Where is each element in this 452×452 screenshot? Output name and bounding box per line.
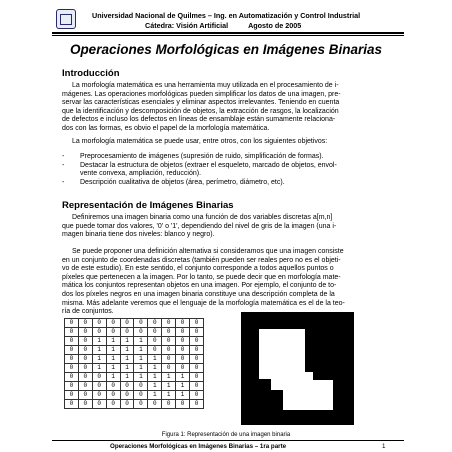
text-line: dos con las formas, es obvio el papel de la morfología matemática.	[62, 124, 270, 132]
table-cell: 0	[65, 319, 79, 328]
table-cell: 0	[162, 319, 176, 328]
table-cell: 0	[106, 391, 120, 400]
table-cell: 0	[134, 328, 148, 337]
header-course-date	[145, 21, 301, 30]
table-cell: 0	[65, 346, 79, 355]
table-row	[65, 373, 204, 382]
text-line: mágenes. Las operaciones morfológicas pueden simplificar los datos de una imagen, pre-	[62, 90, 341, 98]
bullet-dash: -	[62, 161, 65, 169]
table-cell: 1	[106, 337, 120, 346]
table-cell: 0	[78, 400, 92, 409]
table-cell: 0	[162, 400, 176, 409]
table-cell: 0	[148, 337, 162, 346]
table-cell: 0	[176, 364, 190, 373]
table-cell: 1	[148, 364, 162, 373]
table-cell: 0	[148, 319, 162, 328]
table-cell: 1	[120, 337, 134, 346]
table-cell: 0	[65, 364, 79, 373]
table-cell: 1	[134, 346, 148, 355]
table-cell: 1	[120, 373, 134, 382]
table-cell: 0	[78, 337, 92, 346]
table-cell: 1	[92, 346, 106, 355]
table-cell: 0	[78, 364, 92, 373]
list-item-text: Descripción cualitativa de objetos (área, perímetro, diámetro, etc).	[80, 178, 285, 186]
header-rule-thin	[52, 35, 404, 36]
table-cell: 0	[65, 328, 79, 337]
table-cell: 0	[190, 355, 204, 364]
table-cell: 0	[92, 373, 106, 382]
table-cell: 0	[65, 337, 79, 346]
table-cell: 0	[120, 382, 134, 391]
table-cell: 0	[148, 400, 162, 409]
objectives-list	[62, 153, 392, 187]
table-cell: 0	[162, 355, 176, 364]
header-date: Agosto de 2005	[248, 21, 302, 30]
table-cell: 1	[148, 382, 162, 391]
table-cell: 0	[162, 328, 176, 337]
table-cell: 1	[92, 364, 106, 373]
text-line: Se puede proponer una definición alternativa si consideramos que una imagen consiste	[72, 248, 344, 255]
table-cell: 0	[78, 319, 92, 328]
table-row	[65, 328, 204, 337]
table-cell: 1	[134, 337, 148, 346]
table-cell: 0	[148, 346, 162, 355]
header-course: Cátedra: Visión Artificial	[145, 21, 229, 30]
table-cell: 0	[190, 382, 204, 391]
table-cell: 1	[120, 364, 134, 373]
table-row	[65, 337, 204, 346]
list-item-text: Preprocesamiento de imágenes (supresión de ruido, simplificación de formas).	[80, 153, 324, 160]
list-item-text: vente convexa, ampliación, reducción).	[80, 170, 202, 178]
university-logo-icon	[56, 9, 76, 29]
table-cell: 0	[190, 373, 204, 382]
table-cell: 0	[134, 400, 148, 409]
table-cell: 0	[78, 355, 92, 364]
text-line: dos los píxeles negros en una imagen binaria constituye una descripción completa de la	[62, 290, 335, 298]
table-cell: 0	[190, 328, 204, 337]
table-cell: 0	[65, 355, 79, 364]
section-heading-intro: Introducción	[62, 68, 120, 79]
table-cell: 1	[134, 355, 148, 364]
table-cell: 0	[106, 319, 120, 328]
table-cell: 1	[148, 373, 162, 382]
table-cell: 1	[106, 346, 120, 355]
table-cell: 0	[78, 373, 92, 382]
footer-text: Operaciones Morfológicas en Imágenes Binarias – 1ra parte	[110, 443, 287, 450]
table-cell: 0	[65, 373, 79, 382]
table-cell: 0	[106, 400, 120, 409]
table-cell: 1	[106, 364, 120, 373]
table-cell: 0	[120, 400, 134, 409]
table-cell: 0	[92, 400, 106, 409]
text-line: en un conjunto de coordenadas discretas (también pueden ser reales pero no es el objeti-	[62, 256, 341, 264]
table-cell: 0	[65, 382, 79, 391]
bullet-dash: -	[62, 178, 65, 186]
table-cell: 0	[65, 400, 79, 409]
table-cell: 0	[190, 319, 204, 328]
table-cell: 0	[120, 391, 134, 400]
table-cell: 0	[65, 391, 79, 400]
list-item	[62, 179, 392, 188]
text-line: misma. Más adelante veremos que el lenguaje de la morfología matemática es el de la teo-	[62, 299, 345, 307]
table-cell: 1	[106, 355, 120, 364]
table-cell: 0	[92, 319, 106, 328]
representation-paragraph-1	[62, 214, 392, 240]
table-cell: 0	[190, 391, 204, 400]
table-cell: 0	[134, 391, 148, 400]
bullet-dash: -	[62, 153, 65, 160]
text-line: píxeles que pertenecen a la imagen. Por lo tanto, se puede decir que en morfología mate-	[62, 273, 341, 281]
header-rule	[52, 32, 404, 34]
text-line: servar las características esenciales y eliminar aspectos irrelevantes. Teniendo en cuenta	[62, 99, 340, 107]
table-cell: 1	[120, 346, 134, 355]
table-cell: 0	[106, 328, 120, 337]
table-row	[65, 319, 204, 328]
intro-paragraph-1	[62, 82, 392, 134]
table-cell: 0	[78, 391, 92, 400]
table-cell: 0	[134, 319, 148, 328]
footer-rule	[52, 440, 404, 441]
text-line: de defectos e incluso los defectos en líneas de ensamblaje están sumamente relaciona-	[62, 116, 336, 124]
table-cell: 0	[176, 337, 190, 346]
table-cell: 1	[176, 382, 190, 391]
table-cell: 0	[176, 400, 190, 409]
table-cell: 0	[92, 382, 106, 391]
table-cell: 0	[92, 391, 106, 400]
table-cell: 1	[148, 355, 162, 364]
table-cell: 0	[190, 364, 204, 373]
binary-image-figure	[241, 312, 354, 425]
text-line: que puede tomar dos valores, '0' o '1', dependiendo del nivel de gris de la imagen (una i-	[62, 222, 337, 230]
table-cell: 0	[134, 382, 148, 391]
table-cell: 0	[190, 346, 204, 355]
table-cell: 0	[92, 328, 106, 337]
table-row	[65, 364, 204, 373]
table-cell: 0	[176, 355, 190, 364]
table-cell: 0	[78, 328, 92, 337]
table-cell: 0	[176, 319, 190, 328]
table-cell: 1	[134, 373, 148, 382]
table-cell: 0	[162, 346, 176, 355]
table-cell: 0	[190, 400, 204, 409]
text-line: que la identificación y descomposición de objetos, la extracción de rasgos, la localización	[62, 107, 339, 115]
binary-matrix-table	[64, 318, 204, 409]
table-cell: 0	[148, 328, 162, 337]
text-line: La morfología matemática es una herramienta muy utilizada en el procesamiento de i-	[72, 82, 339, 89]
list-item-text: Destacar la estructura de objetos (extraer el esqueleto, marcado de objetos, envol-	[80, 161, 337, 169]
table-cell: 1	[162, 391, 176, 400]
table-row	[65, 391, 204, 400]
table-cell: 0	[106, 382, 120, 391]
table-cell: 0	[78, 382, 92, 391]
table-cell: 0	[120, 328, 134, 337]
table-cell: 0	[176, 328, 190, 337]
page-number: 1	[382, 443, 386, 450]
table-cell: 1	[92, 337, 106, 346]
representation-paragraph-2	[62, 248, 392, 317]
text-line: magen binaria tiene dos niveles: blanco y negro).	[62, 231, 215, 239]
figure-caption: Figura 1: Representación de una imagen binaria	[161, 432, 291, 438]
table-cell: 0	[176, 346, 190, 355]
table-cell: 0	[162, 337, 176, 346]
text-line: ría de conjuntos.	[62, 308, 114, 316]
table-cell: 0	[190, 337, 204, 346]
table-cell: 1	[106, 373, 120, 382]
table-cell: 1	[148, 391, 162, 400]
table-cell: 0	[120, 319, 134, 328]
text-line: mática los conjuntos representan objetos en una imagen. Por ejemplo, el conjunto de to-	[62, 282, 337, 290]
document-title: Operaciones Morfológicas en Imágenes Binarias	[69, 42, 383, 57]
text-line: vo de este estudio). En este sentido, el conjunto corresponde a todos aquellos puntos o	[62, 265, 334, 273]
list-item	[62, 153, 392, 162]
header-institution: Universidad Nacional de Quilmes – Ing. en Automatización y Control Industrial	[92, 11, 361, 20]
table-cell: 1	[162, 373, 176, 382]
text-line: Definiremos una imagen binaria como una función de dos variables discretas a[m,n]	[72, 214, 333, 221]
binary-image-white-region	[283, 380, 333, 410]
table-cell: 0	[78, 346, 92, 355]
list-item	[62, 170, 392, 179]
bullet-dash	[62, 170, 80, 179]
table-row	[65, 382, 204, 391]
table-cell: 1	[120, 355, 134, 364]
table-cell: 0	[162, 364, 176, 373]
section-heading-representation: Representación de Imágenes Binarias	[62, 200, 234, 211]
intro-paragraph-2	[62, 138, 392, 147]
table-row	[65, 355, 204, 364]
list-item	[62, 162, 392, 171]
table-cell: 1	[134, 364, 148, 373]
table-cell: 1	[176, 373, 190, 382]
table-cell: 1	[162, 382, 176, 391]
table-row	[65, 400, 204, 409]
table-cell: 1	[92, 355, 106, 364]
intro-paragraph-2-text: La morfología matemática se puede usar, entre otros, con los siguientes objetivos:	[72, 138, 328, 145]
table-cell: 1	[176, 391, 190, 400]
table-row	[65, 346, 204, 355]
